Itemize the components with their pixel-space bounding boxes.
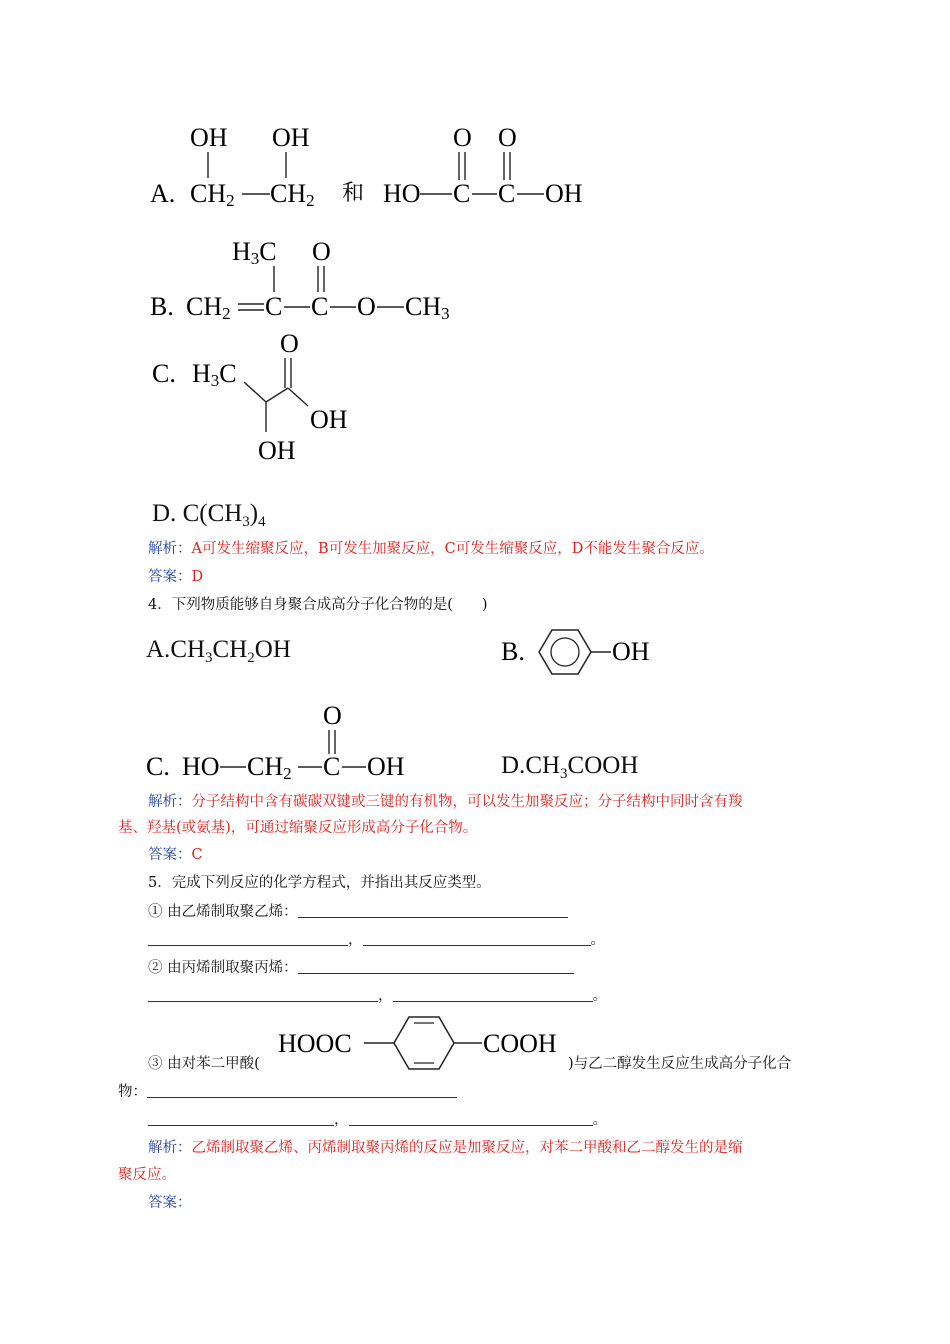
terephthalic-acid-structure	[276, 1010, 576, 1078]
oxygen-label: O	[357, 292, 376, 321]
q4-option-a: $A.CH_3CH_2OH$	[146, 636, 291, 666]
oxygen-label: O	[453, 123, 472, 152]
oh-label: OH	[545, 179, 583, 208]
carbon-label: C	[323, 752, 341, 781]
q5-answer-label: 答案：	[148, 1195, 192, 1211]
q3-option-b-structure	[140, 232, 500, 327]
answer-label: 答案：	[148, 569, 192, 585]
q5-item2-line2: ， 。	[148, 986, 607, 1006]
q5-item2: ② 由丙烯制取聚丙烯：	[148, 958, 574, 978]
option-letter: A.	[150, 179, 176, 208]
q5-item3-line2: 物：	[118, 1082, 457, 1102]
q5-item3-line3: ， 。	[148, 1110, 607, 1130]
q4-answer	[148, 845, 203, 865]
q5-item3-post: )与乙二醇发生反应生成高分子化合	[568, 1056, 792, 1072]
benzene-ring	[539, 630, 591, 674]
oh-label: OH	[367, 752, 405, 781]
ch2-group: CH2	[247, 752, 292, 783]
methyl-label: CH3	[405, 292, 450, 323]
oh-label: OH	[310, 405, 348, 434]
option-letter: A.	[146, 636, 171, 663]
answer-blank[interactable]	[148, 931, 348, 946]
ho-label: HO	[182, 752, 220, 781]
q4-option-d: $D.CH_3COOH$	[501, 752, 639, 782]
hooc-label: HOOC	[278, 1029, 352, 1058]
ch2-group: CH2	[270, 179, 315, 210]
option-letter: C.	[152, 359, 176, 388]
q5-item3-pre: ③ 由对苯二甲酸(	[148, 1056, 260, 1072]
oh-label: OH	[258, 436, 296, 465]
methyl-label: H3C	[232, 237, 277, 268]
oh-label: OH	[272, 123, 310, 152]
q4-stem: 4．下列物质能够自身聚合成高分子化合物的是( )	[148, 597, 488, 613]
q5-analysis-line1: 解析：乙烯制取聚乙烯、丙烯制取聚丙烯的反应是加聚反应，对苯二甲酸和乙二醇发生的是缩	[148, 1140, 743, 1156]
oh-label: OH	[190, 123, 228, 152]
answer-blank[interactable]	[363, 931, 591, 946]
q4-analysis-line1: 解析：分子结构中含有碳碳双键或三键的有机物，可以发生加聚反应；分子结构中同时含有羧	[148, 794, 743, 810]
analysis-label: 解析：	[148, 1140, 192, 1156]
option-letter: D.	[501, 752, 526, 779]
q4-option-b-structure	[495, 622, 675, 682]
q3-analysis	[148, 539, 714, 559]
answer-blank[interactable]	[147, 1083, 457, 1098]
option-letter: B.	[150, 292, 174, 321]
carbon-label: C	[311, 292, 329, 321]
option-letter: D.	[152, 500, 177, 527]
answer-blank[interactable]	[349, 1111, 593, 1126]
answer-value: C	[191, 847, 203, 863]
oxygen-label: O	[312, 237, 331, 266]
q3-option-a-structure	[140, 118, 610, 218]
q5-item1: ① 由乙烯制取聚乙烯：	[148, 902, 568, 922]
carbon-label: C	[498, 179, 516, 208]
answer-blank[interactable]	[298, 959, 574, 974]
ch2-group: CH2	[190, 179, 235, 210]
carbon-label: C	[265, 292, 283, 321]
q5-analysis-line2: 聚反应。	[118, 1167, 176, 1183]
q4-analysis-line2: 基、羟基(或氨基)，可通过缩聚反应形成高分子化合物。	[118, 820, 478, 836]
answer-blank[interactable]	[298, 903, 568, 918]
answer-label: 答案：	[148, 847, 192, 863]
option-letter: B.	[501, 637, 525, 666]
ch2-group: CH2	[186, 292, 231, 323]
oh-label: OH	[612, 637, 650, 666]
q4-option-c-structure	[140, 700, 430, 786]
oxygen-label: O	[498, 123, 517, 152]
answer-blank[interactable]	[148, 1111, 334, 1126]
benzene-ring-circle	[551, 638, 579, 666]
q3-answer	[148, 567, 203, 587]
analysis-label: 解析：	[148, 541, 192, 557]
q3-option-d: D. $C(CH_3)_4$	[152, 500, 266, 530]
answer-value: D	[191, 569, 204, 585]
q5-item1-line2: ， 。	[148, 930, 605, 950]
carbon-label: C	[453, 179, 471, 208]
q5-stem: 5．完成下列反应的化学方程式，并指出其反应类型。	[148, 875, 491, 891]
cooh-label: COOH	[483, 1029, 557, 1058]
benzene-ring	[394, 1017, 454, 1069]
oxygen-label: O	[280, 329, 299, 358]
analysis-text: A可发生缩聚反应，B可发生加聚反应，C可发生缩聚反应，D不能发生聚合反应。	[191, 541, 714, 557]
methyl-label: H3C	[192, 359, 237, 390]
analysis-label: 解析：	[148, 794, 192, 810]
answer-blank[interactable]	[148, 987, 378, 1002]
and-word: 和	[342, 180, 365, 205]
answer-blank[interactable]	[393, 987, 593, 1002]
ho-label: HO	[383, 179, 421, 208]
oxygen-label: O	[323, 701, 342, 730]
q3-option-c-structure	[140, 326, 400, 466]
option-letter: C.	[146, 752, 170, 781]
